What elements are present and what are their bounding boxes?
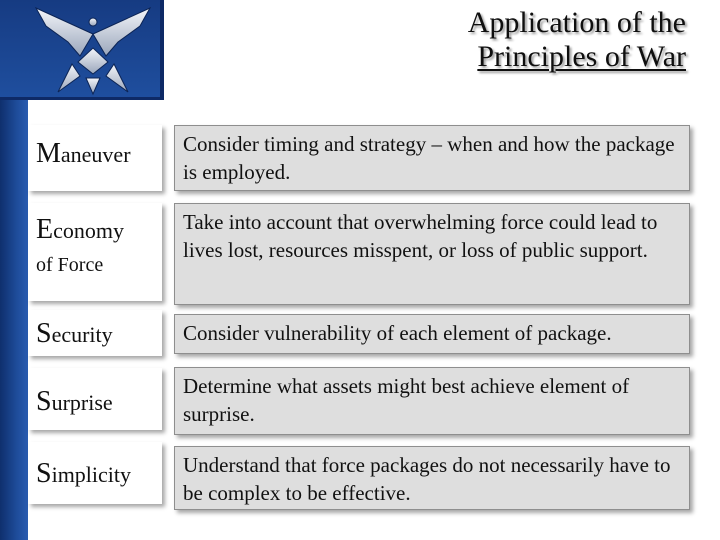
description-simplicity: Understand that force packages do not necessarily have to be complex to be effective. xyxy=(174,446,690,510)
slide-title xyxy=(468,6,686,74)
term-label-simplicity xyxy=(36,458,131,490)
title-line-2: Principles of War xyxy=(477,40,686,73)
term-label-economy-of-force-line2: of Force xyxy=(36,254,104,276)
term-initial: M xyxy=(36,138,61,169)
term-rest: implicity xyxy=(51,462,132,487)
term-label-security xyxy=(36,318,113,350)
title-line-1: Application of the xyxy=(467,6,686,39)
logo-panel-bottom-edge xyxy=(0,97,164,100)
term-initial: S xyxy=(36,386,52,417)
description-maneuver: Consider timing and strategy – when and how the package is employed. xyxy=(174,125,690,191)
term-label-economy-of-force xyxy=(36,214,124,246)
description-economy-of-force: Take into account that overwhelming force could lead to lives lost, resources misspent, or loss of public support. xyxy=(174,203,690,305)
air-force-wings-icon xyxy=(28,4,158,96)
term-initial: S xyxy=(36,458,52,489)
term-rest: aneuver xyxy=(60,142,131,167)
term-rest: urprise xyxy=(51,390,113,415)
term-label-surprise xyxy=(36,386,113,418)
logo-panel-edge xyxy=(160,0,164,100)
term-label-maneuver xyxy=(36,138,131,170)
description-surprise: Determine what assets might best achieve element of surprise. xyxy=(174,367,690,435)
term-initial: E xyxy=(36,214,54,245)
term-rest: ecurity xyxy=(51,322,113,347)
description-security: Consider vulnerability of each element of package. xyxy=(174,314,690,354)
term-rest: conomy xyxy=(53,218,124,243)
term-initial: S xyxy=(36,318,52,349)
